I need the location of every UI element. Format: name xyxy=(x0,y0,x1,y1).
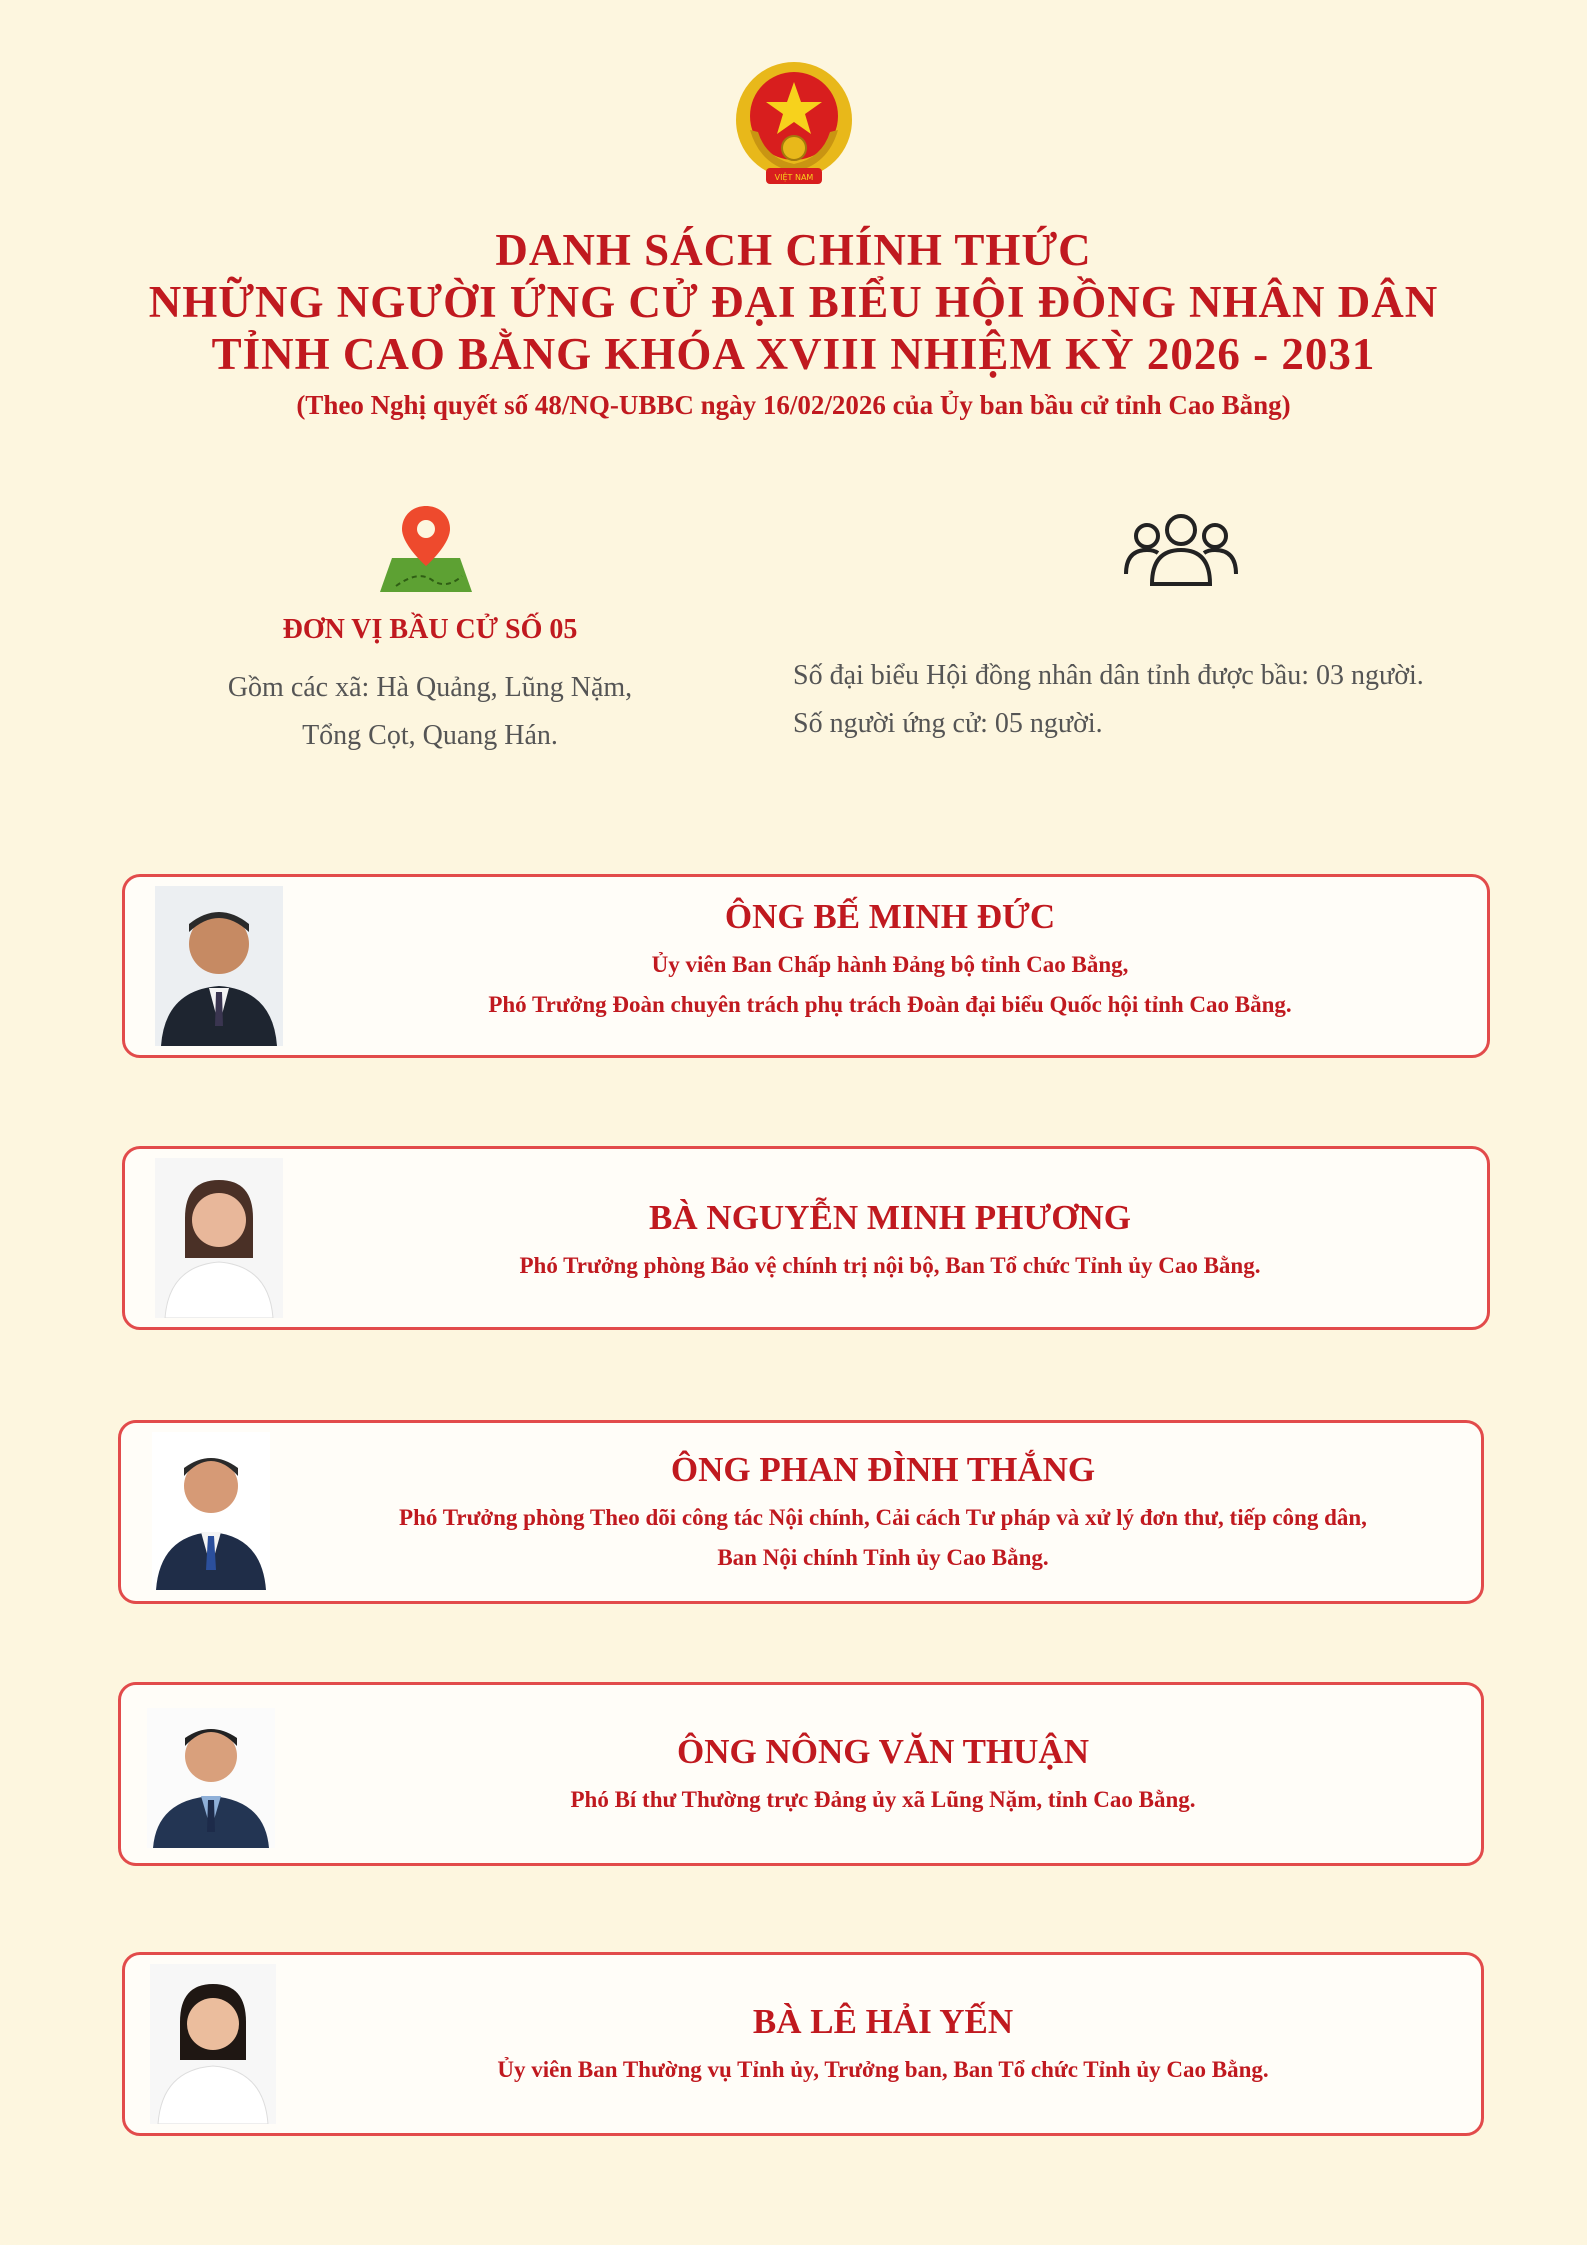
stats-line-delegates: Số đại biểu Hội đồng nhân dân tỉnh được bầu: 03 người. xyxy=(793,660,1424,691)
candidate-name: BÀ NGUYỄN MINH PHƯƠNG xyxy=(649,1198,1131,1237)
electoral-unit-title: ĐƠN VỊ BẦU CỬ SỐ 05 xyxy=(282,614,578,645)
candidate-name: ÔNG NÔNG VĂN THUẬN xyxy=(677,1732,1089,1771)
map-pin-icon xyxy=(378,500,474,596)
candidate-photo xyxy=(152,1432,270,1590)
people-icon xyxy=(1122,512,1240,588)
candidate-role-line: Ủy viên Ban Chấp hành Đảng bộ tỉnh Cao Bằng, xyxy=(651,952,1129,977)
unit-desc-line: Tổng Cọt, Quang Hán. xyxy=(302,720,558,751)
title-line-2: NHỮNG NGƯỜI ỨNG CỬ ĐẠI BIỂU HỘI ĐỒNG NHÂN DÂN xyxy=(148,277,1439,327)
stats-line-candidates: Số người ứng cử: 05 người. xyxy=(793,708,1103,739)
candidate-role-line: Phó Trưởng Đoàn chuyên trách phụ trách Đoàn đại biểu Quốc hội tỉnh Cao Bằng. xyxy=(488,992,1292,1017)
candidate-photo xyxy=(155,1158,283,1318)
candidate-role-line: Phó Bí thư Thường trực Đảng ủy xã Lũng Nặm, tỉnh Cao Bằng. xyxy=(570,1787,1196,1812)
candidate-info xyxy=(300,1196,1480,1286)
candidate-name: BÀ LÊ HẢI YẾN xyxy=(752,2002,1014,2041)
candidate-photo xyxy=(147,1708,275,1848)
candidate-photo xyxy=(155,886,283,1046)
candidate-name: ÔNG BẾ MINH ĐỨC xyxy=(724,897,1056,936)
page-title xyxy=(0,224,1587,421)
subtitle: (Theo Nghị quyết số 48/NQ-UBBC ngày 16/02/2026 của Ủy ban bầu cử tỉnh Cao Bằng) xyxy=(296,390,1291,420)
candidate-role-line: Phó Trưởng phòng Bảo vệ chính trị nội bộ, Ban Tổ chức Tỉnh ủy Cao Bằng. xyxy=(519,1253,1261,1278)
electoral-unit-description xyxy=(180,664,680,760)
candidate-info xyxy=(290,1448,1476,1578)
unit-desc-line: Gồm các xã: Hà Quảng, Lũng Nặm, xyxy=(227,672,633,703)
national-emblem xyxy=(730,60,858,192)
candidate-info xyxy=(300,895,1480,1025)
candidate-role-line: Ủy viên Ban Thường vụ Tỉnh ủy, Trưởng ban, Ban Tổ chức Tỉnh ủy Cao Bằng. xyxy=(497,2057,1269,2082)
candidate-role-line: Ban Nội chính Tỉnh ủy Cao Bằng. xyxy=(717,1545,1049,1570)
stats-block xyxy=(793,652,1553,748)
candidate-photo xyxy=(150,1964,276,2124)
candidate-info xyxy=(290,2000,1476,2090)
title-line-3: TỈNH CAO BẰNG KHÓA XVIII NHIỆM KỲ 2026 - 2031 xyxy=(211,329,1376,379)
candidate-role-line: Phó Trưởng phòng Theo dõi công tác Nội chính, Cải cách Tư pháp và xử lý đơn thư, tiếp công dân, xyxy=(399,1505,1367,1530)
candidate-name: ÔNG PHAN ĐÌNH THẮNG xyxy=(670,1450,1096,1489)
title-line-1: DANH SÁCH CHÍNH THỨC xyxy=(495,225,1092,275)
svg-text:VIỆT NAM: VIỆT NAM xyxy=(774,173,814,182)
candidate-info xyxy=(290,1730,1476,1820)
